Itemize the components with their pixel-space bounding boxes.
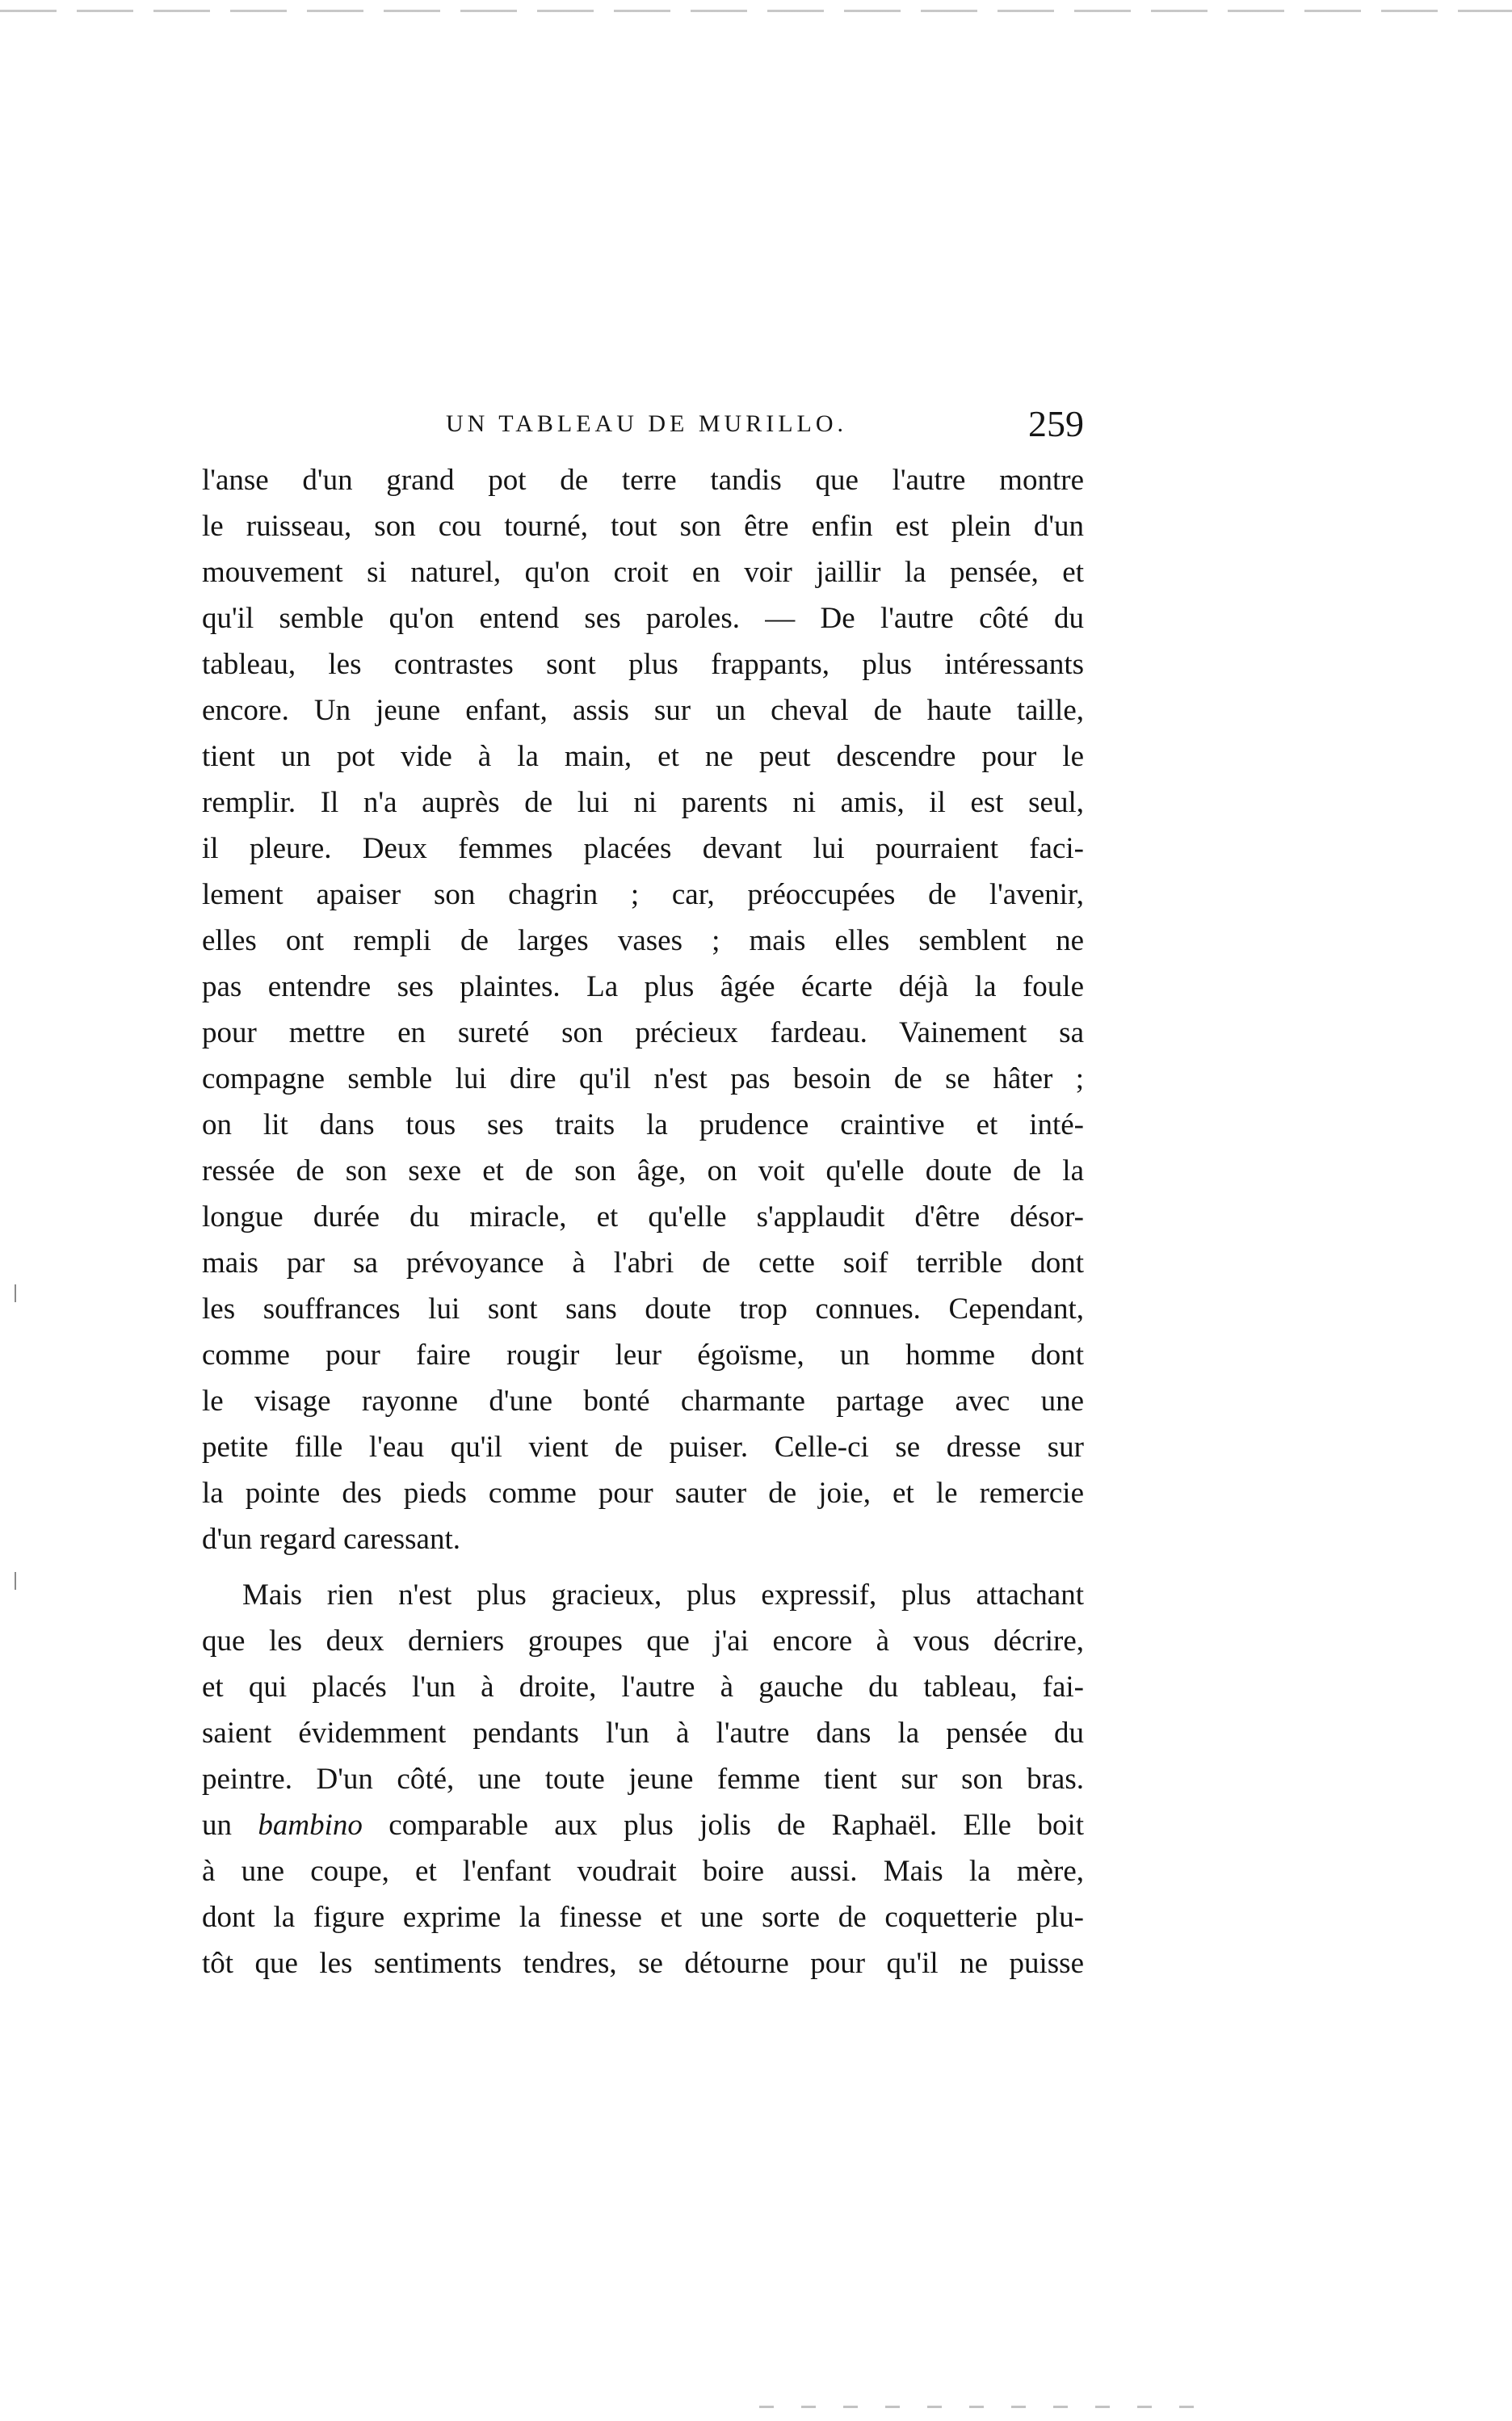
- scan-edge-top: [0, 10, 1512, 12]
- text-line: la pointe des pieds comme pour sauter de joie, et le remercie: [202, 1477, 1084, 1510]
- text-segment: comparable aux plus jolis de Raphaël. Elle boit: [362, 1809, 1085, 1842]
- text-line: encore. Un jeune enfant, assis sur un cheval de haute taille,: [202, 694, 1084, 727]
- margin-mark: [15, 1572, 16, 1590]
- text-line: mais par sa prévoyance à l'abri de cette soif terrible dont: [202, 1246, 1084, 1280]
- text-line: tient un pot vide à la main, et ne peut descendre pour le: [202, 740, 1084, 773]
- text-line: pour mettre en sureté son précieux fardeau. Vainement sa: [202, 1016, 1084, 1049]
- text-segment: un: [202, 1809, 258, 1842]
- text-line: ressée de son sexe et de son âge, on voit qu'elle doute de la: [202, 1154, 1084, 1187]
- text-line: lement apaiser son chagrin ; car, préoccupées de l'avenir,: [202, 878, 1084, 911]
- text-line: à une coupe, et l'enfant voudrait boire aussi. Mais la mère,: [202, 1855, 1084, 1888]
- text-line: les souffrances lui sont sans doute trop connues. Cependant,: [202, 1292, 1084, 1326]
- text-line: Mais rien n'est plus gracieux, plus expressif, plus attachant: [242, 1578, 1084, 1612]
- text-line: saient évidemment pendants l'un à l'autre dans la pensée du: [202, 1717, 1084, 1750]
- text-line: l'anse d'un grand pot de terre tandis que l'autre montre: [202, 464, 1084, 497]
- text-line: mouvement si naturel, qu'on croit en voir jaillir la pensée, et: [202, 556, 1084, 589]
- running-title: UN TABLEAU DE MURILLO.: [446, 410, 848, 437]
- text-line: qu'il semble qu'on entend ses paroles. — De l'autre côté du: [202, 602, 1084, 635]
- text-line: on lit dans tous ses traits la prudence craintive et inté-: [202, 1108, 1084, 1141]
- text-line: remplir. Il n'a auprès de lui ni parents ni amis, il est seul,: [202, 786, 1084, 819]
- text-line: petite fille l'eau qu'il vient de puiser. Celle-ci se dresse sur: [202, 1431, 1084, 1464]
- page-number: 259: [1028, 403, 1084, 444]
- text-line: tableau, les contrastes sont plus frappants, plus intéressants: [202, 648, 1084, 681]
- running-head: [204, 402, 1084, 451]
- text-line: le ruisseau, son cou tourné, tout son être enfin est plein d'un: [202, 510, 1084, 543]
- text-line: d'un regard caressant.: [202, 1523, 460, 1556]
- text-line: que les deux derniers groupes que j'ai encore à vous décrire,: [202, 1625, 1084, 1658]
- text-line: et qui placés l'un à droite, l'autre à gauche du tableau, fai-: [202, 1671, 1084, 1704]
- page-text: [202, 457, 1084, 1986]
- text-line: elles ont rempli de larges vases ; mais elles semblent ne: [202, 924, 1084, 957]
- text-line: tôt que les sentiments tendres, se détourne pour qu'il ne puisse: [202, 1947, 1084, 1980]
- text-line: comme pour faire rougir leur égoïsme, un homme dont: [202, 1339, 1084, 1372]
- scan-edge-bottom: [759, 2406, 1212, 2408]
- text-line: peintre. D'un côté, une toute jeune femme tient sur son bras.: [202, 1763, 1084, 1796]
- text-line: pas entendre ses plaintes. La plus âgée écarte déjà la foule: [202, 970, 1084, 1003]
- text-line: compagne semble lui dire qu'il n'est pas besoin de se hâter ;: [202, 1062, 1084, 1095]
- text-line: dont la figure exprime la finesse et une sorte de coquetterie plu-: [202, 1901, 1084, 1934]
- text-line: le visage rayonne d'une bonté charmante partage avec une: [202, 1385, 1084, 1418]
- text-line: il pleure. Deux femmes placées devant lui pourraient faci-: [202, 832, 1084, 865]
- text-line: longue durée du miracle, et qu'elle s'applaudit d'être désor-: [202, 1200, 1084, 1234]
- margin-mark: [15, 1284, 16, 1302]
- italic-word: bambino: [258, 1809, 363, 1842]
- text-line: [202, 1802, 1084, 1848]
